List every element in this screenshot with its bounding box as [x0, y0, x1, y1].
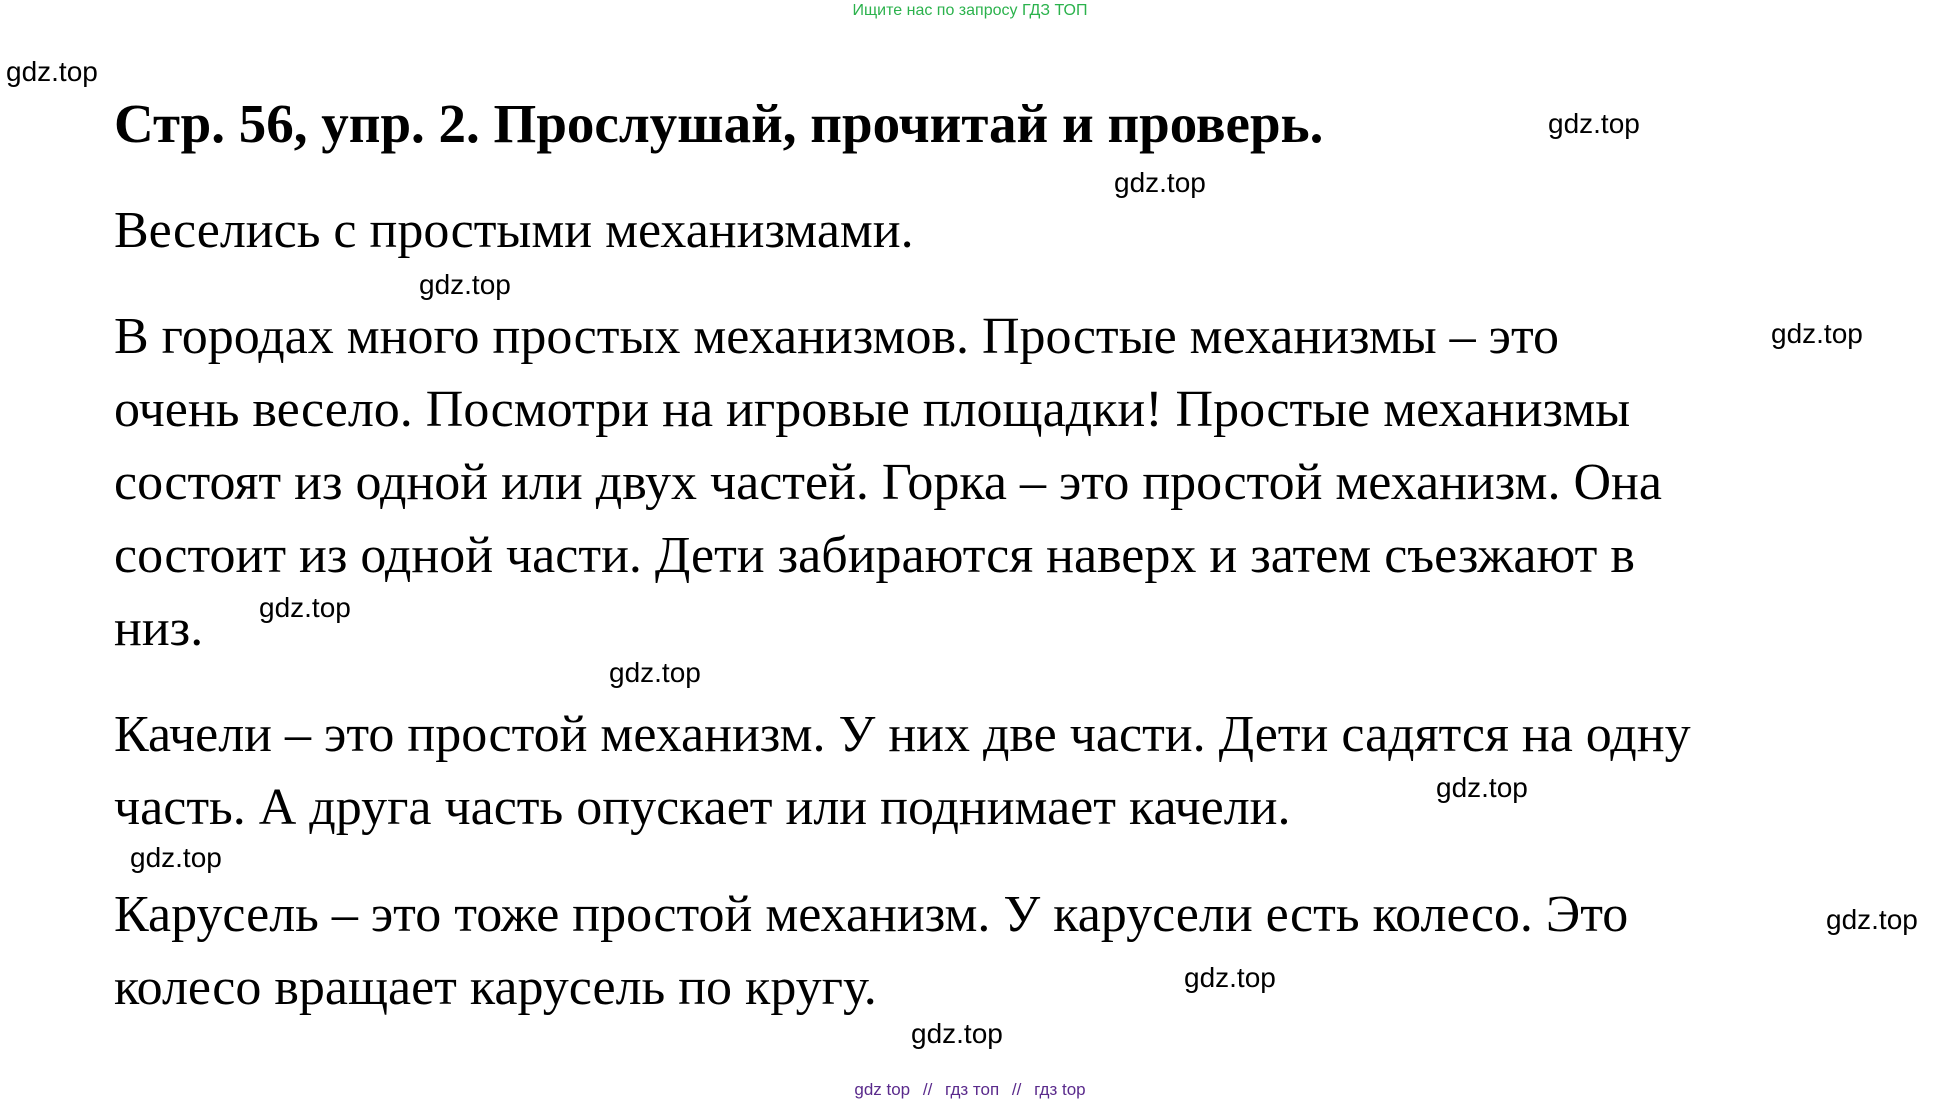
footer-separator: //	[922, 1080, 933, 1099]
footer-link[interactable]: гдз топ	[945, 1080, 1000, 1099]
watermark: gdz.top	[130, 842, 222, 873]
paragraph-line: состоит из одной части. Дети забираются наверх и затем съезжают в	[114, 527, 1635, 584]
watermark: gdz.top	[1114, 167, 1206, 198]
footer-link[interactable]: gdz top	[854, 1080, 911, 1099]
watermark: gdz.top	[1771, 318, 1863, 349]
watermark: gdz.top	[259, 592, 351, 623]
watermark: gdz.top	[1826, 904, 1918, 935]
paragraph-line: Карусель – это тоже простой механизм. У карусели есть колесо. Это	[114, 886, 1629, 943]
section-heading: Веселись с простыми механизмами.	[114, 202, 914, 259]
page-title: Стр. 56, упр. 2. Прослушай, прочитай и проверь.	[114, 93, 1324, 154]
watermark: gdz.top	[1548, 108, 1640, 139]
watermark: gdz.top	[609, 657, 701, 688]
paragraph-line: низ.	[114, 600, 204, 657]
top-banner: Ищите нас по запросу ГДЗ ТОП	[852, 2, 1088, 19]
paragraph-line: состоят из одной или двух частей. Горка – это простой механизм. Она	[114, 454, 1662, 511]
paragraph-line: В городах много простых механизмов. Простые механизмы – это	[114, 308, 1560, 365]
watermark: gdz.top	[6, 56, 98, 87]
watermark: gdz.top	[1436, 772, 1528, 803]
watermark: gdz.top	[419, 269, 511, 300]
paragraph-line: колесо вращает карусель по кругу.	[114, 959, 877, 1016]
footer-links	[0, 1080, 1940, 1100]
watermark: gdz.top	[911, 1018, 1003, 1049]
footer-link[interactable]: гдз top	[1034, 1080, 1086, 1099]
watermark: gdz.top	[1184, 962, 1276, 993]
paragraph-line: Качели – это простой механизм. У них две части. Дети садятся на одну	[114, 706, 1691, 763]
paragraph-line: очень весело. Посмотри на игровые площадки! Простые механизмы	[114, 381, 1631, 438]
paragraph-line: часть. А друга часть опускает или поднимает качели.	[114, 779, 1291, 836]
footer-separator: //	[1011, 1080, 1022, 1099]
